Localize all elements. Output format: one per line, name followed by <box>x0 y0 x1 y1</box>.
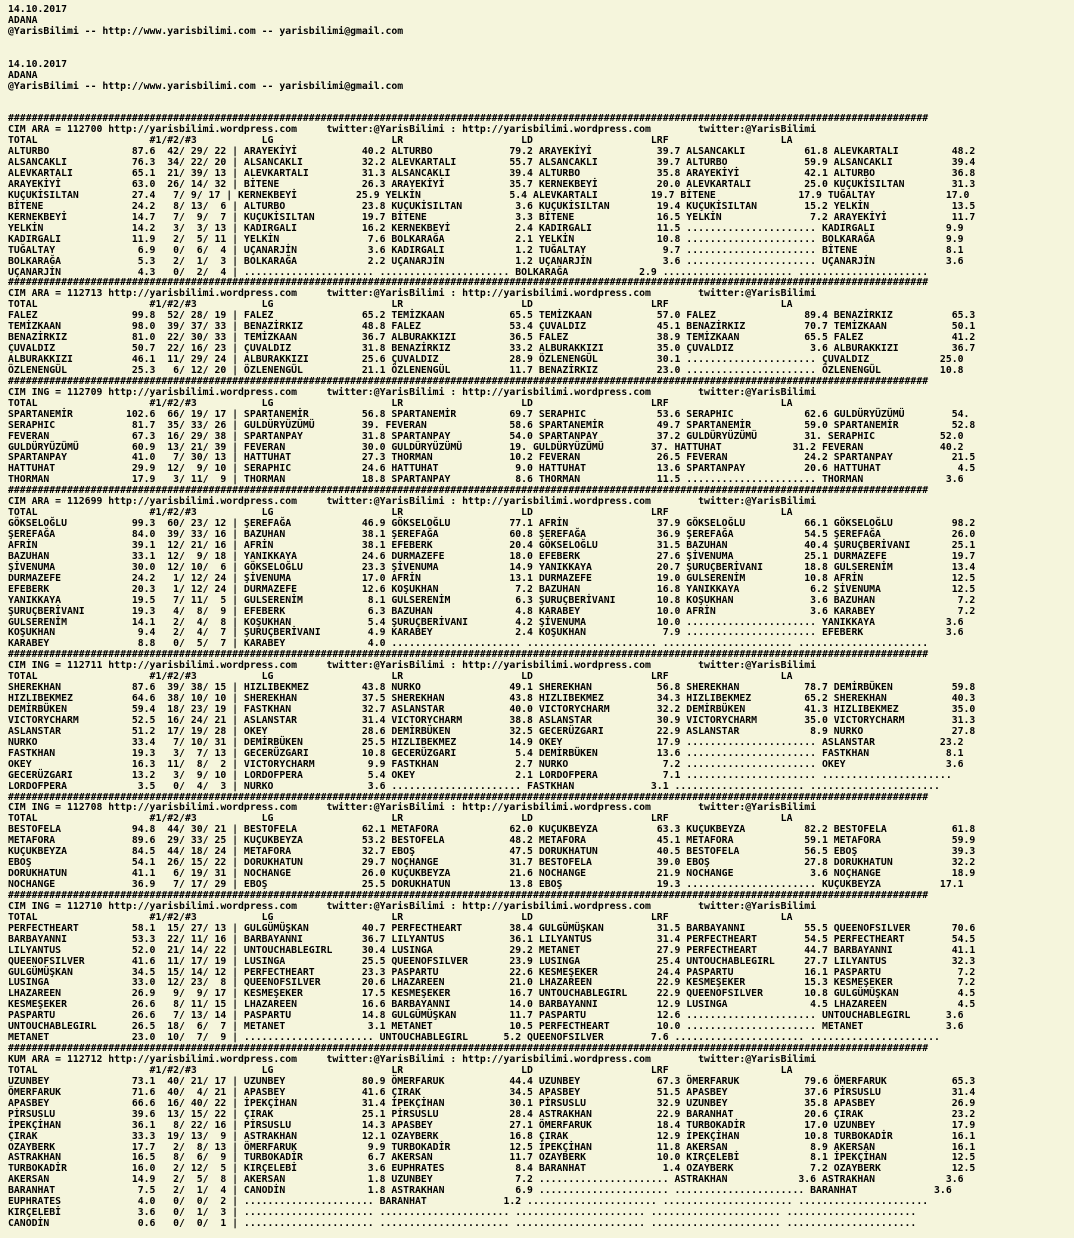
horse-score-row: UZUNBEY 73.1 40/ 21/ 17 | UZUNBEY 80.9 ÖMERFARUK 44.4 UZUNBEY 67.3 ÖMERFARUK 79.6 ÖMERFARUK 65.3 <box>8 1075 976 1087</box>
race-header-line: KUM ARA = 112712 http://yarisbilimi.wordpress.com twitter:@YarisBilimi : http://yarisbilimi.wordpress.com twitter:@YarisBilimi <box>8 1054 817 1065</box>
horse-score-row: FEVERAN 67.3 16/ 29/ 38 | SPARTANPAY 31.8 SPARTANPAY 54.0 SPARTANPAY 37.2 GULDÜRYÜZÜMÜ 31. SERAPHIC 52.0 <box>8 430 964 442</box>
horse-score-row: LILYANTUS 52.0 21/ 14/ 22 | UNTOUCHABLEGIRL 30.4 LUSINGA 29.2 METANET 27.9 PERFECTHEART 44.7 BARBAYANNI 41.1 <box>8 944 976 956</box>
horse-score-row: KUÇUKİSILTAN 27.4 7/ 9/ 17 | KERNEKBEYİ 25.9 YELKİN 5.4 ALEVKARTALI 19.7 BİTENE 17.9 TUĞALTAY 17.0 <box>8 189 970 201</box>
horse-score-row: NURKO 33.4 7/ 10/ 31 | DEMİRBÜKEN 25.5 HIZLIBEKMEZ 14.9 OKEY 17.9 ...................... ASLANSTAR 23.2 <box>8 736 964 748</box>
horse-score-row: DEMİRBÜKEN 59.4 18/ 23/ 19 | FASTKHAN 32.7 ASLANSTAR 40.0 VICTORYCHARM 32.2 DEMİRBÜKEN 41.3 HIZLIBEKMEZ 35.0 <box>8 704 976 715</box>
horse-score-row: OKEY 16.3 11/ 8/ 2 | VICTORYCHARM 9.9 FASTKHAN 2.7 NURKO 7.2 ...................... OKEY 3.6 <box>8 758 964 770</box>
horse-score-row: SPARTANEMİR 102.6 66/ 19/ 17 | SPARTANEMİR 56.8 SPARTANEMİR 69.7 SERAPHIC 53.6 SERAPHIC 62.6 GULDÜRYÜZÜMÜ 54. <box>8 408 970 420</box>
horse-score-row: LORDOFPERA 3.5 0/ 4/ 3 | NURKO 3.6 ...................... FASTKHAN 3.1 ...................... ...................... <box>8 780 940 792</box>
text-line: 14.10.2017 <box>8 58 67 70</box>
column-header-line: TOTAL #1/#2/#3 LG LR LD LRF LA <box>8 397 793 409</box>
horse-score-row: ASTRAKHAN 16.5 8/ 6/ 9 | TURBOKADİR 6.7 AKERSAN 11.7 OZAYBERK 10.0 KIRÇELEBİ 8.1 İPEKÇİHAN 12.5 <box>8 1152 976 1164</box>
horse-score-row: NOCHANGE 36.9 7/ 17/ 29 | EBOŞ 25.5 DORUKHATUN 13.8 EBOŞ 19.3 ...................... KUÇUKBEYZA 17.1 <box>8 879 964 890</box>
blank-line <box>8 38 975 49</box>
horse-score-row: KUÇUKBEYZA 84.5 44/ 18/ 24 | METAFORA 32.7 EBOŞ 47.5 DORUKHATUN 40.5 BESTOFELA 56.5 EBOŞ 39.3 <box>8 846 976 858</box>
horse-score-row: DURMAZEFE 24.2 1/ 12/ 24 | ŞİVENUMA 17.0 AFRİN 13.1 DURMAZEFE 19.0 GULSERENİM 10.8 AFRİN 12.5 <box>8 572 976 584</box>
horse-score-row: DORUKHATUN 41.1 6/ 19/ 31 | NOCHANGE 26.0 KUÇUKBEYZA 21.6 NOCHANGE 21.9 NOCHANGE 3.6 NOÇHANGE 18.9 <box>8 868 976 880</box>
horse-score-row: SHEREKHAN 87.6 39/ 38/ 15 | HIZLIBEKMEZ 43.8 NURKO 49.1 SHEREKHAN 56.8 SHEREKHAN 78.7 DEMİRBÜKEN 59.8 <box>8 682 976 694</box>
section-divider: ############################################################################################################################################################ <box>8 485 929 497</box>
horse-score-row: PERFECTHEART 58.1 15/ 27/ 13 | GULGÜMÜŞKAN 40.7 PERFECTHEART 38.4 GULGÜMÜŞKAN 31.5 BARBAYANNI 55.5 QUEENOFSILVER 70.6 <box>8 922 976 934</box>
horse-score-row: KERNEKBEYİ 14.7 7/ 9/ 7 | KUÇUKİSILTAN 19.7 BİTENE 3.3 BİTENE 16.5 YELKİN 7.2 ARAYEKİYİ 11.7 <box>8 211 976 223</box>
horse-score-row: GULGÜMÜŞKAN 34.5 15/ 14/ 12 | PERFECTHEART 23.3 PASPARTU 22.6 KESMEŞEKER 24.4 PASPARTU 16.1 PASPARTU 7.2 <box>8 966 976 978</box>
race-header-line: CIM ARA = 112699 http://yarisbilimi.wordpress.com twitter:@YarisBilimi : http://yarisbilimi.wordpress.com twitter:@YarisBilimi <box>8 496 817 508</box>
text-line: @YarisBilimi -- http://www.yarisbilimi.com -- yarisbilimi@gmail.com <box>8 25 404 37</box>
horse-score-row: PİRSUSLU 39.6 13/ 15/ 22 | ÇIRAK 25.1 PİRSUSLU 28.4 ASTRAKHAN 22.9 BARANHAT 20.6 ÇIRAK 23.2 <box>8 1108 976 1120</box>
horse-score-row: KIRÇELEBİ 3.6 0/ 1/ 3 | ...................... ...................... ...................... ...................... ...................... <box>8 1207 917 1219</box>
horse-score-row: METAFORA 89.6 29/ 33/ 25 | KUÇUKBEYZA 53.2 BESTOFELA 48.2 METAFORA 45.1 METAFORA 59.1 METAFORA 59.9 <box>8 835 976 847</box>
horse-score-row: GÖKSELOĞLU 99.3 60/ 23/ 12 | ŞEREFAĞA 46.9 GÖKSELOĞLU 77.1 AFRİN 37.9 GÖKSELOĞLU 66.1 GÖKSELOĞLU 98.2 <box>8 518 976 530</box>
horse-score-row: METANET 23.0 10/ 7/ 9 | ...................... UNTOUCHABLEGIRL 5.2 QUEENOFSILVER 7.6 ...................... ...................... <box>8 1032 940 1044</box>
column-header-line: TOTAL #1/#2/#3 LG LR LD LRF LA <box>8 813 793 825</box>
horse-score-row: APASBEY 66.6 16/ 40/ 22 | İPEKÇİHAN 31.4 İPEKÇİHAN 30.1 PİRSUSLU 32.9 UZUNBEY 35.8 APASBEY 26.9 <box>8 1097 976 1109</box>
race-header-line: CIM ARA = 112700 http://yarisbilimi.wordpress.com twitter:@YarisBilimi : http://yarisbilimi.wordpress.com twitter:@YarisBilimi <box>8 124 817 136</box>
horse-score-row: BOLKARAĞA 5.3 2/ 1/ 3 | BOLKARAĞA 2.2 UÇANARJİN 1.2 UÇANARJİN 3.6 ...................... UÇANARJİN 3.6 <box>8 255 964 267</box>
horse-score-row: EFEBERK 20.3 1/ 12/ 24 | DURMAZEFE 12.6 KOŞUKHAN 7.2 BAZUHAN 16.8 YANIKKAYA 6.2 ŞİVENUMA 12.5 <box>8 583 976 595</box>
horse-score-row: ŞURUÇBERİVANI 19.3 4/ 8/ 9 | EFEBERK 6.3 BAZUHAN 4.8 KARABEY 10.0 AFRİN 3.6 KARABEY 7.2 <box>8 605 976 617</box>
section-divider: ############################################################################################################################################################ <box>8 375 929 387</box>
horse-score-row: UÇANARJİN 4.3 0/ 2/ 4 | ...................... ...................... BOLKARAĞA 2.9 ...................... ...................... <box>8 266 929 278</box>
text-line: ADANA <box>8 14 38 26</box>
horse-score-row: CANODİN 0.6 0/ 0/ 1 | ...................... ...................... ...................... ...................... ...................... <box>8 1218 917 1230</box>
horse-score-row: SPARTANPAY 41.0 7/ 30/ 13 | HATTUHAT 27.3 THORMAN 10.2 FEVERAN 26.5 FEVERAN 24.2 SPARTANPAY 21.5 <box>8 452 976 464</box>
horse-score-row: ALSANCAKLI 76.3 34/ 22/ 20 | ALSANCAKLI 32.2 ALEVKARTALI 55.7 ALSANCAKLI 39.7 ALTURBO 59.9 ALSANCAKLI 39.4 <box>8 157 976 169</box>
horse-score-row: OZAYBERK 17.7 2/ 8/ 13 | ÖMERFARUK 9.9 TURBOKADİR 12.5 İPEKÇİHAN 11.8 AKERSAN 8.9 AKERSAN 16.1 <box>8 1141 976 1153</box>
horse-score-row: YANIKKAYA 19.5 7/ 11/ 5 | GULSERENİM 8.1 GULSERENİM 6.3 ŞURUÇBERİVANI 10.8 KOŞUKHAN 3.6 BAZUHAN 7.2 <box>8 594 976 606</box>
section-divider: ############################################################################################################################################################ <box>8 113 929 125</box>
horse-score-row: HATTUHAT 29.9 12/ 9/ 10 | SERAPHIC 24.6 HATTUHAT 9.0 HATTUHAT 13.6 SPARTANPAY 20.6 HATTUHAT 4.5 <box>8 463 976 475</box>
horse-score-row: TURBOKADİR 16.0 2/ 12/ 5 | KIRÇELEBİ 3.6 EUPHRATES 8.4 BARANHAT 1.4 OZAYBERK 7.2 OZAYBERK 12.5 <box>8 1163 976 1175</box>
horse-score-row: LUSINGA 33.0 12/ 23/ 8 | QUEENOFSILVER 20.6 LHAZAREEN 21.0 LHAZAREEN 22.9 KESMEŞEKER 15.3 KESMEŞEKER 7.2 <box>8 977 976 989</box>
horse-score-row: VICTORYCHARM 52.5 16/ 24/ 21 | ASLANSTAR 31.4 VICTORYCHARM 38.8 ASLANSTAR 30.9 VICTORYCHARM 35.0 VICTORYCHARM 31.3 <box>8 714 976 726</box>
horse-score-row: EUPHRATES 4.0 0/ 0/ 2 | ...................... BARANHAT 1.2 ...................... ...................... ...................... <box>8 1196 929 1208</box>
horse-score-row: GULDÜRYÜZÜMÜ 60.9 13/ 21/ 39 | FEVERAN 30.0 GULDÜRYÜZÜMÜ 19. GULDÜRYÜZÜMÜ 37. HATTUHAT 31.2 FEVERAN 40.2 <box>8 441 964 453</box>
horse-score-row: BARBAYANNI 53.3 22/ 11/ 16 | BARBAYANNI 36.7 LILYANTUS 36.1 LILYANTUS 31.4 PERFECTHEART 54.5 PERFECTHEART 54.5 <box>8 933 976 945</box>
column-header-line: TOTAL #1/#2/#3 LG LR LD LRF LA <box>8 671 793 683</box>
horse-score-row: BESTOFELA 94.8 44/ 30/ 21 | BESTOFELA 62.1 METAFORA 62.0 KUÇUKBEYZA 63.3 KUÇUKBEYZA 82.2 BESTOFELA 61.8 <box>8 824 976 836</box>
horse-score-row: SERAPHIC 81.7 35/ 33/ 26 | GULDÜRYÜZÜMÜ 39. FEVERAN 58.6 SPARTANEMİR 49.7 SPARTANEMİR 59.0 SPARTANEMİR 52.8 <box>8 419 976 431</box>
horse-score-row: ÖZLENENGÜL 25.3 6/ 12/ 20 | ÖZLENENGÜL 21.1 ÖZLENENGÜL 11.7 BENAZİRKIZ 23.0 ...................... ÖZLENENGÜL 10.8 <box>8 364 964 376</box>
column-header-line: TOTAL #1/#2/#3 LG LR LD LRF LA <box>8 911 793 923</box>
horse-score-row: TEMİZKAAN 98.0 39/ 37/ 33 | BENAZİRKIZ 48.8 FALEZ 53.4 ÇUVALDIZ 45.1 BENAZİRKIZ 70.7 TEMİZKAAN 50.1 <box>8 321 976 333</box>
horse-score-row: İPEKÇİHAN 36.1 8/ 22/ 16 | PİRSUSLU 14.3 APASBEY 27.1 ÖMERFARUK 18.4 TURBOKADİR 17.0 UZUNBEY 17.9 <box>8 1119 976 1131</box>
horse-score-row: UNTOUCHABLEGIRL 26.5 18/ 6/ 7 | METANET 3.1 METANET 10.5 PERFECTHEART 10.0 ...................... METANET 3.6 <box>8 1021 964 1033</box>
horse-score-row: TUĞALTAY 6.9 0/ 6/ 4 | UÇANARJİN 3.6 KADIRGALI 1.2 TUĞALTAY 9.7 ...................... BİTENE 8.1 <box>8 244 964 256</box>
horse-score-row: QUEENOFSILVER 41.6 11/ 17/ 19 | LUSINGA 25.5 QUEENOFSILVER 23.9 LUSINGA 25.4 UNTOUCHABLEGIRL 27.7 LILYANTUS 32.3 <box>8 955 976 967</box>
column-header-line: TOTAL #1/#2/#3 LG LR LD LRF LA <box>8 299 793 311</box>
horse-score-row: YELKİN 14.2 3/ 3/ 13 | KADIRGALI 16.2 KERNEKBEYİ 2.4 KADIRGALI 11.5 ...................... KADIRGALI 9.9 <box>8 222 964 234</box>
horse-score-row: ARAYEKİYİ 63.0 26/ 14/ 32 | BİTENE 26.3 ARAYEKİYİ 35.7 KERNEKBEYİ 20.0 ALEVKARTALI 25.0 KUÇUKİSILTAN 31.3 <box>8 179 976 190</box>
horse-score-row: ÇUVALDIZ 50.7 22/ 16/ 23 | ÇUVALDIZ 31.8 BENAZİRKIZ 33.2 ALBURAKKIZI 35.0 ÇUVALDIZ 3.6 ALBURAKKIZI 36.7 <box>8 343 976 355</box>
horse-score-row: AFRİN 39.1 12/ 21/ 16 | AFRİN 38.1 EFEBERK 20.4 GÖKSELOĞLU 31.5 BAZUHAN 40.4 ŞURUÇBERİVANI 25.1 <box>8 539 976 551</box>
horse-score-row: LHAZAREEN 26.9 9/ 9/ 17 | KESMEŞEKER 17.5 KESMEŞEKER 16.7 UNTOUCHABLEGIRL 22.9 QUEENOFSILVER 10.8 GULGÜMÜŞKAN 4.5 <box>8 988 976 1000</box>
race-header-line: CIM ING = 112708 http://yarisbilimi.wordpress.com twitter:@YarisBilimi : http://yarisbilimi.wordpress.com twitter:@YarisBilimi <box>8 802 817 814</box>
column-header-line: TOTAL #1/#2/#3 LG LR LD LRF LA <box>8 135 793 147</box>
horse-score-row: KADIRGALI 11.9 2/ 5/ 11 | YELKİN 7.6 BOLKARAĞA 2.1 YELKİN 10.8 ...................... BOLKARAĞA 9.9 <box>8 233 964 245</box>
horse-score-row: FALEZ 99.8 52/ 28/ 19 | FALEZ 65.2 TEMİZKAAN 65.5 TEMİZKAAN 57.0 FALEZ 89.4 BENAZİRKIZ 65.3 <box>8 310 976 322</box>
horse-score-row: KESMEŞEKER 26.6 8/ 11/ 15 | LHAZAREEN 16.6 BARBAYANNI 14.0 BARBAYANNI 12.9 LUSINGA 4.5 LHAZAREEN 4.5 <box>8 999 976 1011</box>
blank-line <box>8 49 975 60</box>
horse-score-row: ASLANSTAR 51.2 17/ 19/ 28 | OKEY 28.6 DEMİRBÜKEN 32.5 GECERÜZGARI 22.9 ASLANSTAR 8.9 NURKO 27.8 <box>8 725 976 737</box>
section-divider: ############################################################################################################################################################ <box>8 1043 929 1055</box>
race-header-line: CIM ING = 112711 http://yarisbilimi.wordpress.com twitter:@YarisBilimi : http://yarisbilimi.wordpress.com twitter:@YarisBilimi <box>8 660 817 672</box>
text-line: @YarisBilimi -- http://www.yarisbilimi.com -- yarisbilimi@gmail.com <box>8 80 404 92</box>
race-header-line: CIM ING = 112710 http://yarisbilimi.wordpress.com twitter:@YarisBilimi : http://yarisbilimi.wordpress.com twitter:@YarisBilimi <box>8 900 817 912</box>
race-report-document <box>8 5 975 1230</box>
section-divider: ############################################################################################################################################################ <box>8 277 929 289</box>
horse-score-row: BENAZİRKIZ 81.0 22/ 30/ 33 | TEMİZKAAN 36.7 ALBURAKKIZI 36.5 FALEZ 38.9 TEMİZKAAN 65.5 FALEZ 41.2 <box>8 332 976 344</box>
horse-score-row: AKERSAN 14.9 2/ 5/ 8 | AKERSAN 1.8 UZUNBEY 7.2 ...................... ASTRAKHAN 3.6 ASTRAKHAN 3.6 <box>8 1174 964 1186</box>
horse-score-row: ÇIRAK 33.3 19/ 13/ 9 | ASTRAKHAN 12.1 OZAYBERK 16.8 ÇIRAK 12.9 İPEKÇİHAN 10.8 TURBOKADİR 16.1 <box>8 1130 976 1142</box>
column-header-line: TOTAL #1/#2/#3 LG LR LD LRF LA <box>8 1064 793 1076</box>
blank-line <box>8 93 975 104</box>
section-divider: ############################################################################################################################################################ <box>8 889 929 901</box>
horse-score-row: ÖMERFARUK 71.6 40/ 4/ 21 | APASBEY 41.6 ÇIRAK 34.5 APASBEY 51.5 APASBEY 37.6 PİRSUSLU 31.4 <box>8 1086 976 1098</box>
horse-score-row: BAZUHAN 33.1 12/ 9/ 18 | YANIKKAYA 24.6 DURMAZEFE 18.0 EFEBERK 27.6 ŞİVENUMA 25.1 DURMAZEFE 19.7 <box>8 550 976 562</box>
horse-score-row: THORMAN 17.9 3/ 11/ 9 | THORMAN 18.8 SPARTANPAY 8.6 THORMAN 11.5 ...................... THORMAN 3.6 <box>8 474 964 486</box>
column-header-line: TOTAL #1/#2/#3 LG LR LD LRF LA <box>8 507 793 519</box>
horse-score-row: ALEVKARTALI 65.1 21/ 39/ 13 | ALEVKARTALI 31.3 ALSANCAKLI 39.4 ALTURBO 35.8 ARAYEKİYİ 42.1 ALTURBO 36.8 <box>8 168 976 180</box>
horse-score-row: GECERÜZGARI 13.2 3/ 9/ 10 | LORDOFPERA 5.4 OKEY 2.1 LORDOFPERA 7.1 ...................... ...................... <box>8 769 952 781</box>
race-header-line: CIM ING = 112709 http://yarisbilimi.wordpress.com twitter:@YarisBilimi : http://yarisbilimi.wordpress.com twitter:@YarisBilimi <box>8 386 817 398</box>
horse-score-row: FASTKHAN 19.3 3/ 7/ 13 | GECERÜZGARI 10.8 GECERÜZGARI 5.4 DEMİRBÜKEN 13.6 ...................... FASTKHAN 8.1 <box>8 747 964 759</box>
race-header-line: CIM ARA = 112713 http://yarisbilimi.wordpress.com twitter:@YarisBilimi : http://yarisbilimi.wordpress.com twitter:@YarisBilimi <box>8 288 817 300</box>
horse-score-row: ŞEREFAĞA 84.0 39/ 33/ 16 | BAZUHAN 38.1 ŞEREFAĞA 60.8 ŞEREFAĞA 36.9 ŞEREFAĞA 54.5 ŞEREFAĞA 26.0 <box>8 529 976 540</box>
horse-score-row: EBOŞ 54.1 26/ 15/ 22 | DORUKHATUN 29.7 NOÇHANGE 31.7 BESTOFELA 39.0 EBOŞ 27.8 DORUKHATUN 32.2 <box>8 857 976 869</box>
horse-score-row: BİTENE 24.2 8/ 13/ 6 | ALTURBO 23.8 KUÇUKİSILTAN 3.6 KUÇUKİSILTAN 19.4 KUÇUKİSILTAN 15.2 YELKİN 13.5 <box>8 200 976 212</box>
section-divider: ############################################################################################################################################################ <box>8 791 929 803</box>
text-line: ADANA <box>8 69 38 81</box>
horse-score-row: KOŞUKHAN 9.4 2/ 4/ 7 | ŞURUÇBERİVANI 4.9 KARABEY 2.4 KOŞUKHAN 7.9 ...................... EFEBERK 3.6 <box>8 627 964 639</box>
horse-score-row: BARANHAT 7.5 2/ 1/ 4 | CANODİN 1.8 ASTRAKHAN 6.9 ...................... ...................... BARANHAT 3.6 <box>8 1185 952 1197</box>
text-line: 14.10.2017 <box>8 4 67 15</box>
horse-score-row: ALBURAKKIZI 46.1 11/ 29/ 24 | ALBURAKKIZI 25.6 ÇUVALDIZ 28.9 ÖZLENENGÜL 30.1 ...................... ÇUVALDIZ 25.0 <box>8 354 964 365</box>
horse-score-row: ALTURBO 87.6 42/ 29/ 22 | ARAYEKİYİ 40.2 ALTURBO 79.2 ARAYEKİYİ 39.7 ALSANCAKLI 61.8 ALEVKARTALI 48.2 <box>8 146 976 158</box>
horse-score-row: GULSERENİM 14.1 2/ 4/ 8 | KOŞUKHAN 5.4 ŞURUÇBERİVANI 4.2 ŞİVENUMA 10.0 ...................... YANIKKAYA 3.6 <box>8 616 964 628</box>
horse-score-row: PASPARTU 26.6 7/ 13/ 14 | PASPARTU 14.8 GULGÜMÜŞKAN 11.7 PASPARTU 12.6 ...................... UNTOUCHABLEGIRL 3.6 <box>8 1010 964 1022</box>
section-divider: ############################################################################################################################################################ <box>8 649 929 661</box>
horse-score-row: ŞİVENUMA 30.0 12/ 10/ 6 | GÖKSELOĞLU 23.3 ŞİVENUMA 14.9 YANIKKAYA 20.7 ŞURUÇBERİVANI 18.8 GULSERENİM 13.4 <box>8 561 976 573</box>
horse-score-row: KARABEY 8.8 0/ 5/ 7 | KARABEY 4.0 ...................... ...................... ...................... ...................... <box>8 638 929 650</box>
horse-score-row: HIZLIBEKMEZ 64.6 38/ 10/ 10 | SHEREKHAN 37.5 SHEREKHAN 43.8 HIZLIBEKMEZ 34.3 HIZLIBEKMEZ 65.2 SHEREKHAN 40.3 <box>8 693 976 705</box>
